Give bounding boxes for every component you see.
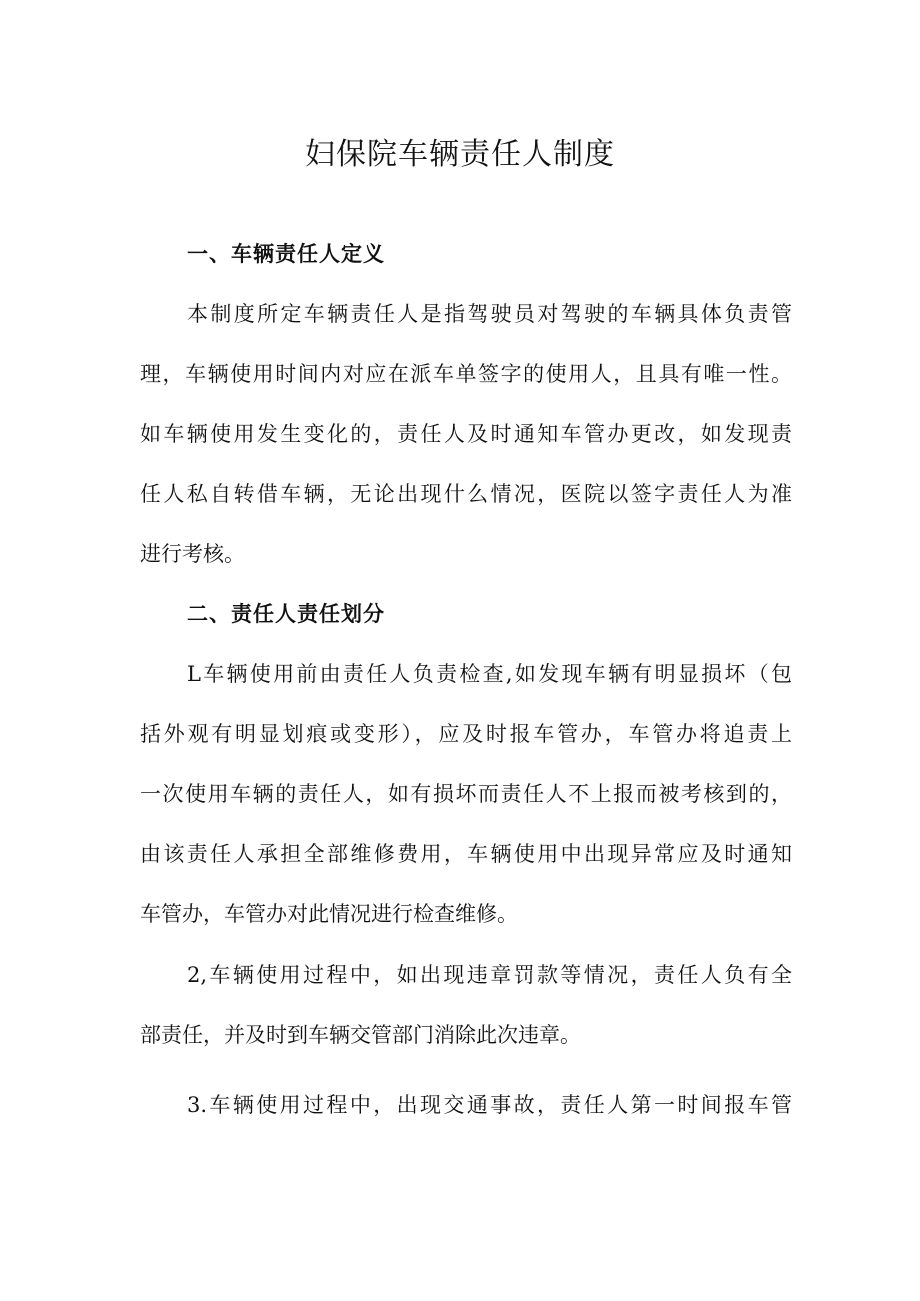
item-1-line: 由该责任人承担全部维修费用，车辆使用中出现异常应及时通知 — [140, 842, 792, 866]
section-1-line: 理，车辆使用时间内对应在派车单签字的使用人，且具有唯一性。 — [140, 362, 792, 386]
section-2-heading: 二、责任人责任划分 — [187, 602, 385, 626]
section-1-line: 进行考核。 — [140, 542, 245, 566]
item-1-line: L车辆使用前由责任人负责检查,如发现车辆有明显损坏（包 — [187, 662, 792, 686]
item-1-line: 车管办，车管办对此情况进行检查维修。 — [140, 902, 518, 926]
section-1-line: 如车辆使用发生变化的，责任人及时通知车管办更改，如发现责 — [140, 422, 792, 446]
section-1-heading: 一、车辆责任人定义 — [187, 242, 385, 266]
section-1-line: 本制度所定车辆责任人是指驾驶员对驾驶的车辆具体负责管 — [187, 302, 792, 326]
section-1-line: 任人私自转借车辆，无论出现什么情况，医院以签字责任人为准 — [140, 482, 792, 506]
item-1-line: 括外观有明显划痕或变形），应及时报车管办，车管办将追责上 — [140, 722, 792, 746]
item-3-line: 3.车辆使用过程中，出现交通事故，责任人第一时间报车管 — [187, 1093, 792, 1117]
item-2-line: 2,车辆使用过程中，如出现违章罚款等情况，责任人负有全 — [187, 963, 792, 987]
document-title: 妇保院车辆责任人制度 — [305, 137, 615, 172]
item-2-line: 部责任，并及时到车辆交管部门消除此次违章。 — [140, 1023, 581, 1047]
item-1-line: 一次使用车辆的责任人，如有损坏而责任人不上报而被考核到的， — [140, 782, 792, 806]
